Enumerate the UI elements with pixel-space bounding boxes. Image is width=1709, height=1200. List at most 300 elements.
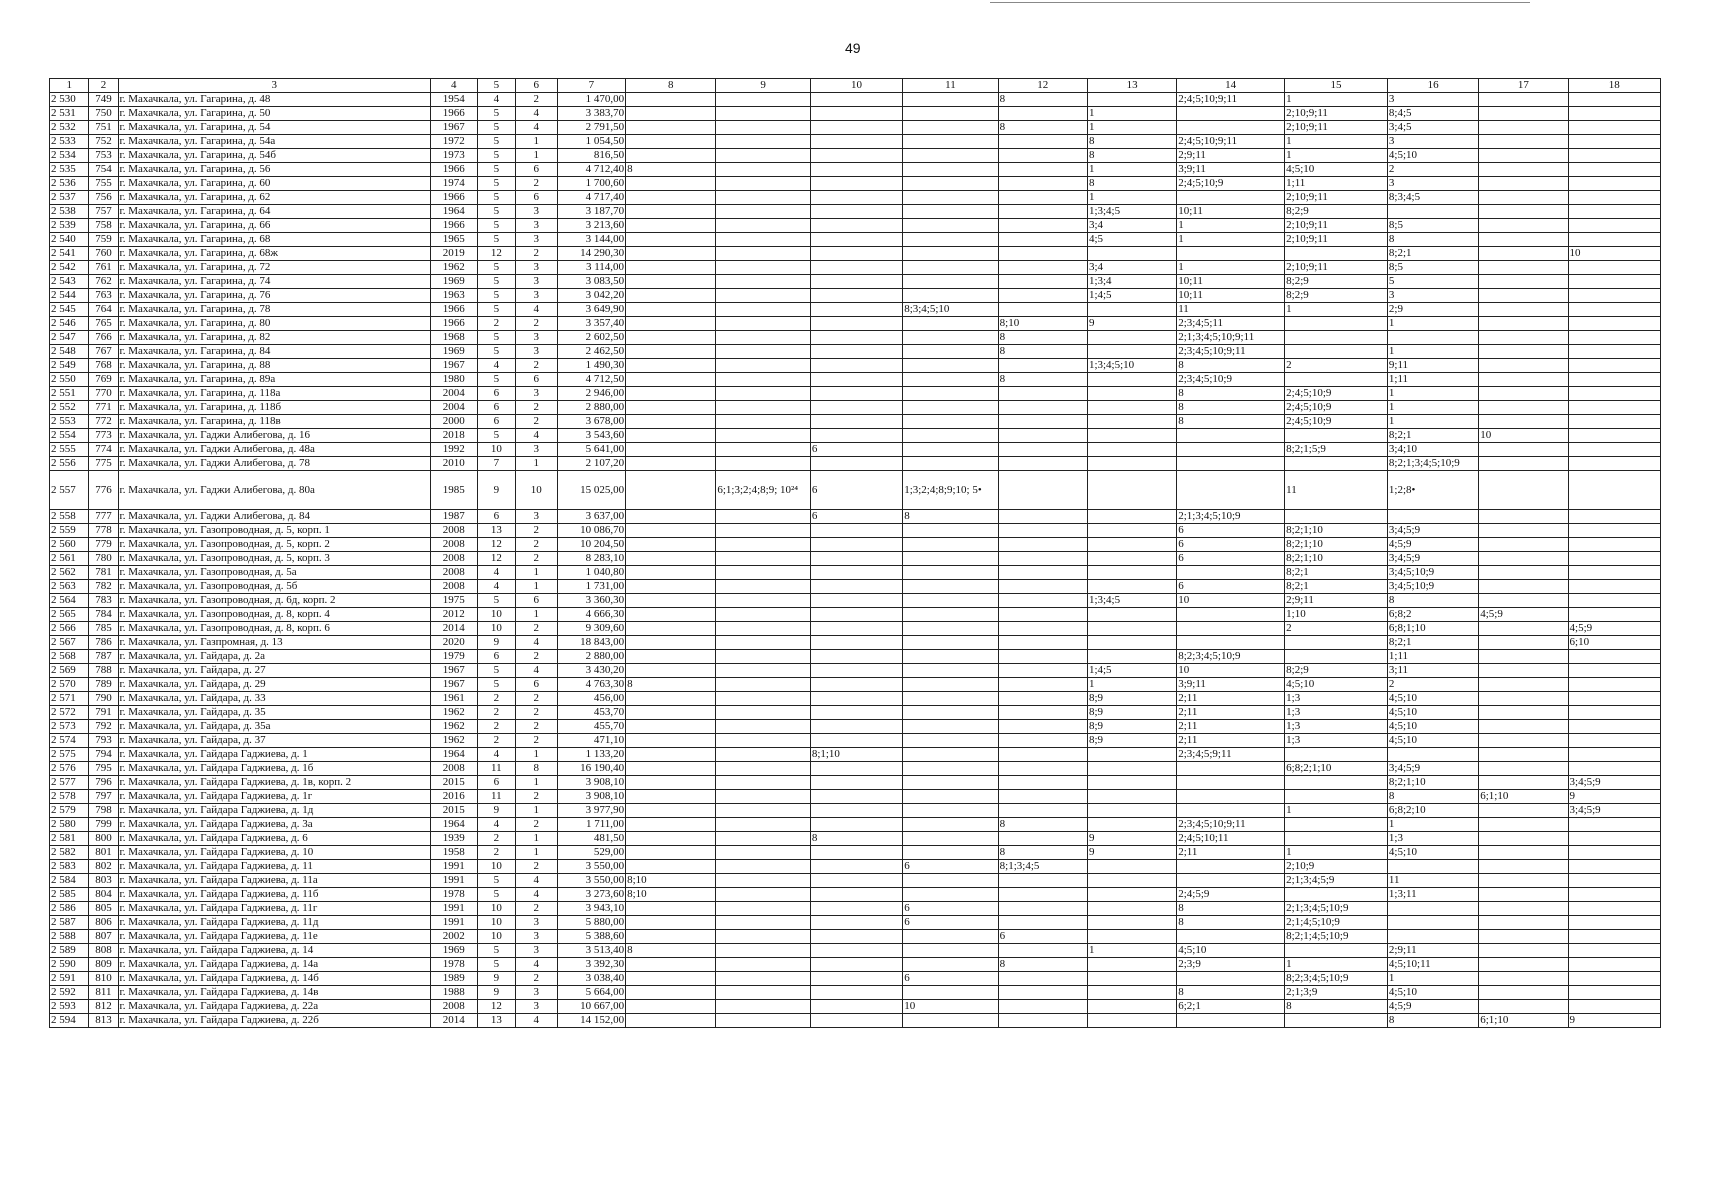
table-cell bbox=[1479, 622, 1568, 636]
table-cell bbox=[1479, 958, 1568, 972]
table-cell bbox=[903, 678, 998, 692]
table-cell: 1;3 bbox=[1285, 706, 1388, 720]
table-cell bbox=[998, 219, 1087, 233]
table-cell: 2 583 bbox=[50, 860, 89, 874]
table-cell bbox=[903, 135, 998, 149]
table-cell: 792 bbox=[89, 720, 118, 734]
table-cell: 2 bbox=[477, 692, 515, 706]
table-cell bbox=[1177, 429, 1285, 443]
table-cell bbox=[1479, 846, 1568, 860]
table-cell bbox=[1479, 664, 1568, 678]
table-cell: 4;5;10 bbox=[1387, 692, 1478, 706]
table-cell: 5 bbox=[477, 594, 515, 608]
table-cell: 1966 bbox=[430, 303, 477, 317]
column-header: 17 bbox=[1479, 79, 1568, 93]
table-cell: 1964 bbox=[430, 818, 477, 832]
table-cell: 1 133,20 bbox=[557, 748, 626, 762]
table-cell: 8 bbox=[998, 846, 1087, 860]
table-row bbox=[50, 622, 1661, 636]
table-cell: 5 bbox=[477, 219, 515, 233]
table-cell: 2 578 bbox=[50, 790, 89, 804]
table-cell: 3 bbox=[516, 387, 558, 401]
table-cell: 5 bbox=[477, 303, 515, 317]
table-cell bbox=[626, 177, 716, 191]
table-cell: 2;9;11 bbox=[1387, 944, 1478, 958]
table-row bbox=[50, 650, 1661, 664]
table-cell: 2;3;9 bbox=[1177, 958, 1285, 972]
table-cell bbox=[716, 373, 810, 387]
table-cell bbox=[810, 303, 902, 317]
table-cell bbox=[1568, 706, 1660, 720]
table-cell bbox=[1387, 510, 1478, 524]
table-cell bbox=[1177, 804, 1285, 818]
table-cell bbox=[903, 289, 998, 303]
table-cell: 790 bbox=[89, 692, 118, 706]
table-cell: 3;4;5;9 bbox=[1387, 552, 1478, 566]
table-cell bbox=[810, 233, 902, 247]
table-cell bbox=[1285, 944, 1388, 958]
table-cell: г. Махачкала, ул. Гайдара Гаджиева, д. 11 bbox=[118, 860, 430, 874]
table-cell bbox=[716, 916, 810, 930]
table-cell: 2 bbox=[516, 902, 558, 916]
table-cell: г. Махачкала, ул. Гагарина, д. 88 bbox=[118, 359, 430, 373]
table-cell bbox=[810, 219, 902, 233]
table-cell: г. Махачкала, ул. Газопроводная, д. 5а bbox=[118, 566, 430, 580]
table-cell bbox=[810, 93, 902, 107]
table-cell bbox=[998, 303, 1087, 317]
table-row bbox=[50, 902, 1661, 916]
table-cell: г. Махачкала, ул. Гайдара Гаджиева, д. 6 bbox=[118, 832, 430, 846]
table-cell bbox=[998, 874, 1087, 888]
table-cell bbox=[626, 762, 716, 776]
table-cell bbox=[998, 261, 1087, 275]
table-cell: 13 bbox=[477, 1014, 515, 1028]
table-cell bbox=[716, 720, 810, 734]
table-cell: 3 bbox=[516, 331, 558, 345]
table-row bbox=[50, 734, 1661, 748]
table-row bbox=[50, 930, 1661, 944]
table-cell bbox=[1568, 762, 1660, 776]
table-cell: 12 bbox=[477, 538, 515, 552]
table-row bbox=[50, 888, 1661, 902]
table-cell bbox=[998, 594, 1087, 608]
table-cell: 1 bbox=[516, 457, 558, 471]
table-cell: 2 bbox=[516, 734, 558, 748]
table-row bbox=[50, 275, 1661, 289]
table-cell: 5 bbox=[477, 233, 515, 247]
table-cell: 4 bbox=[516, 664, 558, 678]
table-cell bbox=[810, 538, 902, 552]
table-cell: 2 590 bbox=[50, 958, 89, 972]
table-cell bbox=[1568, 345, 1660, 359]
table-cell: 453,70 bbox=[557, 706, 626, 720]
table-cell bbox=[1479, 247, 1568, 261]
table-cell: 2 bbox=[477, 720, 515, 734]
table-cell bbox=[716, 804, 810, 818]
table-cell: 3 513,40 bbox=[557, 944, 626, 958]
table-cell: г. Махачкала, ул. Гагарина, д. 118а bbox=[118, 387, 430, 401]
table-cell: 1;3 bbox=[1285, 692, 1388, 706]
table-row bbox=[50, 219, 1661, 233]
table-cell: 3 144,00 bbox=[557, 233, 626, 247]
table-cell: 3 bbox=[516, 345, 558, 359]
table-cell bbox=[810, 762, 902, 776]
table-cell bbox=[716, 846, 810, 860]
table-cell bbox=[1285, 429, 1388, 443]
table-cell: 2 533 bbox=[50, 135, 89, 149]
table-cell: 1962 bbox=[430, 261, 477, 275]
table-cell: 3 bbox=[516, 219, 558, 233]
table-cell: 783 bbox=[89, 594, 118, 608]
table-cell: 8;10 bbox=[626, 888, 716, 902]
table-cell bbox=[903, 373, 998, 387]
table-cell: 4 bbox=[516, 121, 558, 135]
table-cell bbox=[626, 986, 716, 1000]
table-cell bbox=[903, 247, 998, 261]
table-cell bbox=[1479, 692, 1568, 706]
table-cell: 2 574 bbox=[50, 734, 89, 748]
table-cell: 1 bbox=[1285, 804, 1388, 818]
table-cell bbox=[1479, 233, 1568, 247]
table-cell: г. Махачкала, ул. Гайдара Гаджиева, д. 1в, корп. 2 bbox=[118, 776, 430, 790]
table-cell bbox=[1177, 107, 1285, 121]
table-cell bbox=[1087, 860, 1176, 874]
table-cell: 1962 bbox=[430, 734, 477, 748]
table-row bbox=[50, 331, 1661, 345]
table-cell bbox=[1479, 524, 1568, 538]
table-cell: 2;1;3;4;5;10;9 bbox=[1177, 510, 1285, 524]
table-cell bbox=[1285, 832, 1388, 846]
table-cell: 6 bbox=[810, 471, 902, 510]
table-cell: 2 462,50 bbox=[557, 345, 626, 359]
table-cell bbox=[716, 289, 810, 303]
table-cell: 772 bbox=[89, 415, 118, 429]
table-cell bbox=[1087, 510, 1176, 524]
table-cell: 774 bbox=[89, 443, 118, 457]
table-cell bbox=[1387, 916, 1478, 930]
table-cell: 1962 bbox=[430, 720, 477, 734]
table-cell bbox=[1568, 734, 1660, 748]
table-cell bbox=[1087, 958, 1176, 972]
table-cell bbox=[716, 191, 810, 205]
table-cell: 8 bbox=[626, 944, 716, 958]
table-cell bbox=[716, 580, 810, 594]
table-cell: 6 bbox=[477, 650, 515, 664]
table-cell: 2008 bbox=[430, 580, 477, 594]
table-cell bbox=[1087, 457, 1176, 471]
table-row bbox=[50, 538, 1661, 552]
table-cell: 4 bbox=[477, 580, 515, 594]
table-cell: 2 561 bbox=[50, 552, 89, 566]
table-cell: 2;4;5;10;9 bbox=[1285, 387, 1388, 401]
table-cell: г. Махачкала, ул. Гайдара Гаджиева, д. 14в bbox=[118, 986, 430, 1000]
table-cell: 8 bbox=[1087, 177, 1176, 191]
table-cell bbox=[1479, 832, 1568, 846]
table-cell bbox=[998, 986, 1087, 1000]
table-cell bbox=[1479, 331, 1568, 345]
table-cell bbox=[1177, 790, 1285, 804]
table-cell: 5 bbox=[477, 261, 515, 275]
table-cell: 757 bbox=[89, 205, 118, 219]
table-cell: г. Махачкала, ул. Гагарина, д. 78 bbox=[118, 303, 430, 317]
table-cell bbox=[626, 902, 716, 916]
table-cell bbox=[903, 387, 998, 401]
table-cell bbox=[1479, 317, 1568, 331]
table-row bbox=[50, 387, 1661, 401]
table-cell: 6 bbox=[516, 191, 558, 205]
table-cell bbox=[626, 636, 716, 650]
table-cell: 1975 bbox=[430, 594, 477, 608]
table-cell bbox=[716, 930, 810, 944]
table-cell bbox=[1568, 888, 1660, 902]
table-cell: 749 bbox=[89, 93, 118, 107]
table-cell: 1967 bbox=[430, 121, 477, 135]
table-cell: 5 bbox=[477, 191, 515, 205]
table-cell bbox=[1479, 650, 1568, 664]
table-cell bbox=[1479, 818, 1568, 832]
table-cell: 2008 bbox=[430, 1000, 477, 1014]
table-cell: 795 bbox=[89, 762, 118, 776]
table-cell: г. Махачкала, ул. Газопроводная, д. 6д, корп. 2 bbox=[118, 594, 430, 608]
table-cell bbox=[903, 930, 998, 944]
table-cell: 4 bbox=[477, 818, 515, 832]
table-cell: 15 025,00 bbox=[557, 471, 626, 510]
table-cell: 8 bbox=[1177, 902, 1285, 916]
table-cell bbox=[810, 650, 902, 664]
table-cell: 8;9 bbox=[1087, 734, 1176, 748]
table-cell bbox=[626, 121, 716, 135]
table-cell: 2 556 bbox=[50, 457, 89, 471]
table-cell bbox=[716, 888, 810, 902]
table-cell bbox=[716, 93, 810, 107]
table-cell bbox=[626, 331, 716, 345]
column-header: 14 bbox=[1177, 79, 1285, 93]
table-cell bbox=[903, 622, 998, 636]
table-cell: г. Махачкала, ул. Гайдара, д. 37 bbox=[118, 734, 430, 748]
table-cell: 1 bbox=[1285, 149, 1388, 163]
table-cell: г. Махачкала, ул. Газопроводная, д. 8, корп. 4 bbox=[118, 608, 430, 622]
table-cell: г. Махачкала, ул. Гайдара Гаджиева, д. 11а bbox=[118, 874, 430, 888]
table-cell bbox=[1087, 345, 1176, 359]
table-cell: г. Махачкала, ул. Гайдара Гаджиева, д. 14б bbox=[118, 972, 430, 986]
table-cell: 2;3;4;5;10;9;11 bbox=[1177, 818, 1285, 832]
table-cell: 4;5 bbox=[1087, 233, 1176, 247]
table-cell: 2 544 bbox=[50, 289, 89, 303]
table-cell bbox=[1479, 720, 1568, 734]
table-cell: 10 204,50 bbox=[557, 538, 626, 552]
table-cell: 4 bbox=[477, 566, 515, 580]
table-cell bbox=[626, 219, 716, 233]
table-row bbox=[50, 373, 1661, 387]
table-cell bbox=[1568, 874, 1660, 888]
table-cell: 5 bbox=[477, 275, 515, 289]
table-cell bbox=[626, 594, 716, 608]
table-cell: 2;10;9;11 bbox=[1285, 261, 1388, 275]
table-cell bbox=[903, 149, 998, 163]
table-cell: 4 bbox=[516, 958, 558, 972]
table-cell bbox=[1087, 748, 1176, 762]
table-cell bbox=[626, 524, 716, 538]
table-cell: 2 586 bbox=[50, 902, 89, 916]
table-cell: 802 bbox=[89, 860, 118, 874]
column-header: 15 bbox=[1285, 79, 1388, 93]
table-cell: 2;10;9 bbox=[1285, 860, 1388, 874]
table-cell: 811 bbox=[89, 986, 118, 1000]
table-cell: 11 bbox=[477, 762, 515, 776]
table-cell bbox=[810, 121, 902, 135]
table-cell: г. Махачкала, ул. Гайдара Гаджиева, д. 11г bbox=[118, 902, 430, 916]
table-cell: 8 bbox=[626, 163, 716, 177]
table-cell: г. Махачкала, ул. Газопроводная, д. 5б bbox=[118, 580, 430, 594]
table-cell: 1964 bbox=[430, 205, 477, 219]
table-cell: 2 550 bbox=[50, 373, 89, 387]
table-cell: 1991 bbox=[430, 874, 477, 888]
table-cell: 2 bbox=[477, 317, 515, 331]
table-cell: 3 bbox=[1387, 289, 1478, 303]
table-cell bbox=[626, 734, 716, 748]
table-cell: 8 bbox=[1387, 1014, 1478, 1028]
table-cell bbox=[810, 608, 902, 622]
table-cell: 4 bbox=[516, 636, 558, 650]
table-cell: 1 054,50 bbox=[557, 135, 626, 149]
table-cell bbox=[810, 387, 902, 401]
table-cell: г. Махачкала, ул. Газопроводная, д. 5, корп. 2 bbox=[118, 538, 430, 552]
table-cell: 812 bbox=[89, 1000, 118, 1014]
table-cell bbox=[1479, 972, 1568, 986]
column-header: 1 bbox=[50, 79, 89, 93]
table-cell: г. Махачкала, ул. Гайдара, д. 35а bbox=[118, 720, 430, 734]
table-cell bbox=[903, 706, 998, 720]
table-cell bbox=[1177, 191, 1285, 205]
table-row bbox=[50, 790, 1661, 804]
table-cell bbox=[716, 219, 810, 233]
table-cell: 4;5;10 bbox=[1285, 678, 1388, 692]
table-cell: г. Махачкала, ул. Гагарина, д. 80 bbox=[118, 317, 430, 331]
table-cell: 8;2;1 bbox=[1285, 566, 1388, 580]
table-cell: 4 666,30 bbox=[557, 608, 626, 622]
table-cell: 799 bbox=[89, 818, 118, 832]
table-cell bbox=[716, 163, 810, 177]
table-cell bbox=[1087, 608, 1176, 622]
table-cell bbox=[1568, 944, 1660, 958]
table-cell bbox=[626, 149, 716, 163]
table-cell: 2008 bbox=[430, 762, 477, 776]
table-cell bbox=[716, 401, 810, 415]
table-row bbox=[50, 429, 1661, 443]
table-cell: 6 bbox=[1177, 524, 1285, 538]
table-cell: 8;2;9 bbox=[1285, 205, 1388, 219]
table-cell bbox=[998, 538, 1087, 552]
table-cell: 12 bbox=[477, 247, 515, 261]
table-cell: 8;10 bbox=[626, 874, 716, 888]
table-cell: 767 bbox=[89, 345, 118, 359]
table-cell: 2 791,50 bbox=[557, 121, 626, 135]
table-cell: г. Махачкала, ул. Гагарина, д. 54 bbox=[118, 121, 430, 135]
table-cell bbox=[1479, 303, 1568, 317]
table-cell: 1969 bbox=[430, 345, 477, 359]
table-cell: г. Махачкала, ул. Газпромная, д. 13 bbox=[118, 636, 430, 650]
table-cell bbox=[716, 706, 810, 720]
table-cell bbox=[998, 916, 1087, 930]
table-cell: г. Махачкала, ул. Гагарина, д. 118в bbox=[118, 415, 430, 429]
table-cell: 8;2;1;10 bbox=[1285, 538, 1388, 552]
table-cell bbox=[1285, 247, 1388, 261]
table-cell: 4 712,50 bbox=[557, 373, 626, 387]
table-cell: 2;4;5;9 bbox=[1177, 888, 1285, 902]
table-cell bbox=[810, 261, 902, 275]
table-cell bbox=[998, 804, 1087, 818]
table-cell bbox=[903, 846, 998, 860]
table-cell: 2;10;9;11 bbox=[1285, 233, 1388, 247]
table-cell: 3 bbox=[516, 916, 558, 930]
table-row bbox=[50, 233, 1661, 247]
table-cell: 1;3;11 bbox=[1387, 888, 1478, 902]
table-cell: 8;2;1;3;4;5;10;9 bbox=[1387, 457, 1478, 471]
table-cell: 3 bbox=[516, 205, 558, 219]
table-cell: 1 700,60 bbox=[557, 177, 626, 191]
table-cell: г. Махачкала, ул. Гайдара, д. 35 bbox=[118, 706, 430, 720]
table-cell bbox=[810, 331, 902, 345]
table-cell bbox=[810, 720, 902, 734]
table-cell bbox=[1568, 818, 1660, 832]
table-cell: 1 bbox=[1387, 345, 1478, 359]
table-cell: 8;2;1;4;5;10;9 bbox=[1285, 930, 1388, 944]
table-row bbox=[50, 163, 1661, 177]
table-cell bbox=[716, 415, 810, 429]
table-row bbox=[50, 415, 1661, 429]
table-cell bbox=[1479, 860, 1568, 874]
table-cell bbox=[903, 538, 998, 552]
table-cell: 8 bbox=[1177, 986, 1285, 1000]
table-cell: г. Махачкала, ул. Гайдара Гаджиева, д. 22б bbox=[118, 1014, 430, 1028]
table-cell bbox=[810, 149, 902, 163]
table-cell: 6 bbox=[516, 163, 558, 177]
table-cell: 2 589 bbox=[50, 944, 89, 958]
table-cell bbox=[810, 776, 902, 790]
table-cell: 3 114,00 bbox=[557, 261, 626, 275]
table-cell bbox=[1568, 373, 1660, 387]
table-cell: 8;2;1;10 bbox=[1387, 776, 1478, 790]
table-cell bbox=[1177, 930, 1285, 944]
table-cell: 5 664,00 bbox=[557, 986, 626, 1000]
table-cell: г. Махачкала, ул. Газопроводная, д. 5, корп. 3 bbox=[118, 552, 430, 566]
table-cell bbox=[998, 289, 1087, 303]
table-cell bbox=[716, 345, 810, 359]
table-row bbox=[50, 580, 1661, 594]
table-cell: 3;4;5;10;9 bbox=[1387, 580, 1478, 594]
table-row bbox=[50, 317, 1661, 331]
table-cell bbox=[626, 205, 716, 219]
table-cell: 6 bbox=[516, 594, 558, 608]
table-cell bbox=[1568, 566, 1660, 580]
table-cell bbox=[626, 776, 716, 790]
table-row bbox=[50, 594, 1661, 608]
table-cell: 763 bbox=[89, 289, 118, 303]
table-cell bbox=[1177, 1014, 1285, 1028]
table-cell: г. Махачкала, ул. Гагарина, д. 68ж bbox=[118, 247, 430, 261]
table-cell bbox=[626, 860, 716, 874]
table-cell: 2012 bbox=[430, 608, 477, 622]
table-cell: 5 bbox=[477, 289, 515, 303]
table-cell bbox=[626, 1000, 716, 1014]
table-cell: 3 042,20 bbox=[557, 289, 626, 303]
table-cell: 4 bbox=[516, 107, 558, 121]
table-cell: 2 558 bbox=[50, 510, 89, 524]
table-cell: 796 bbox=[89, 776, 118, 790]
table-cell: 8;5 bbox=[1387, 219, 1478, 233]
table-cell bbox=[1479, 916, 1568, 930]
table-cell: 8;10 bbox=[998, 317, 1087, 331]
